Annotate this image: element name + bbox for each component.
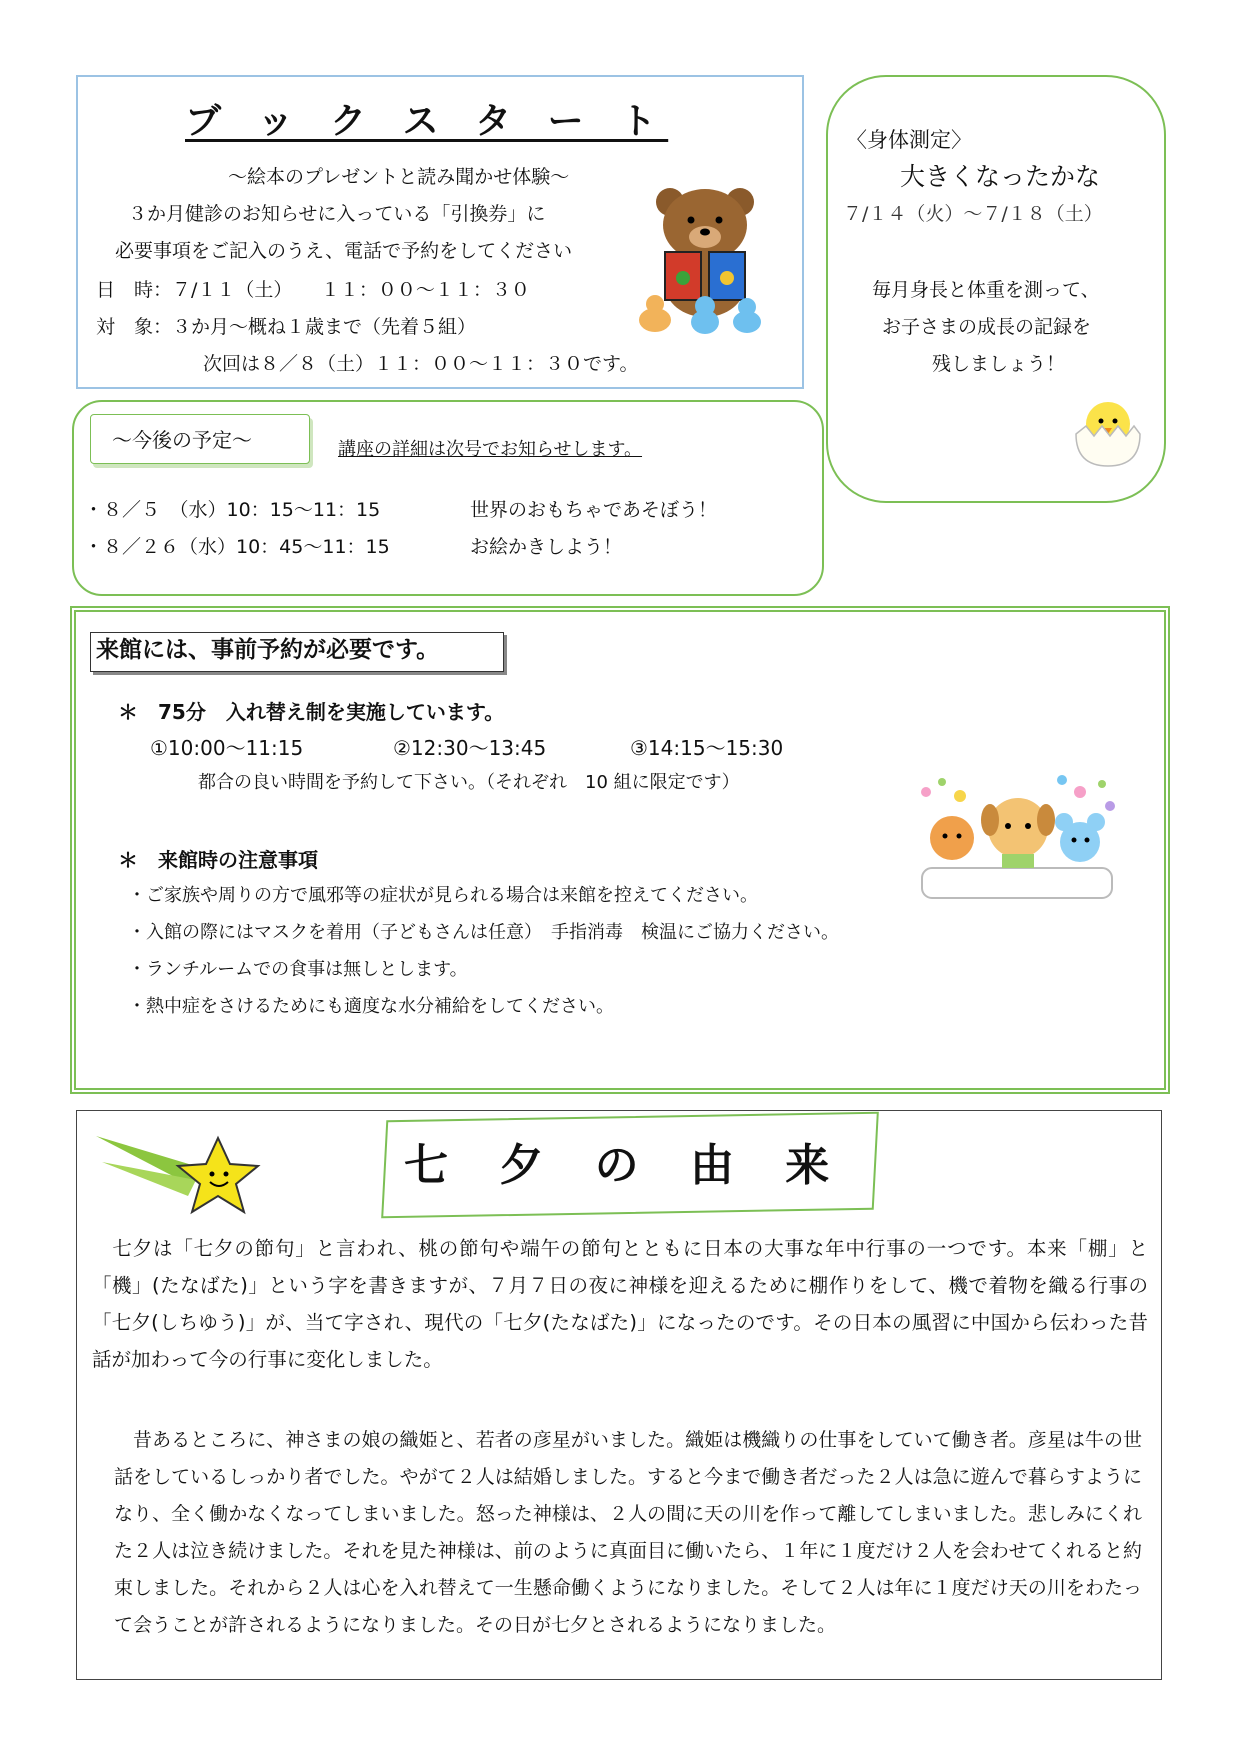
chick-in-egg-illustration — [1068, 392, 1148, 468]
schedule-tag-label: ～今後の予定～ — [112, 428, 252, 452]
notice-item2: ＊ 来館時の注意事項 — [118, 848, 318, 872]
notice-rule: ・ランチルームでの食事は無しとします。 — [128, 959, 468, 980]
notice-rule: ・熱中症をさけるためにも適度な水分補給をしてください。 — [128, 996, 614, 1017]
notice-slot: ②12:30～13:45 — [393, 736, 547, 760]
bear-reading-illustration — [635, 180, 785, 340]
animals-illustration — [912, 770, 1122, 910]
measurement-body3: 残しましょう！ — [932, 353, 1066, 375]
measurement-body2: お子さまの成長の記録を — [882, 316, 1092, 338]
notice-slot: ③14:15～15:30 — [630, 736, 784, 760]
bookstart-target-label: 対 象： — [96, 316, 173, 338]
bookstart-date-value: ７/１１（土） １１：００～１１：３０ — [172, 279, 530, 301]
tanabata-title: 七 夕 の 由 来 — [404, 1140, 848, 1191]
bookstart-subtitle: ～絵本のプレゼントと読み聞かせ体験～ — [228, 166, 570, 188]
notice-item1: ＊ 75分 入れ替え制を実施しています。 — [118, 700, 505, 724]
measurement-title: 大きくなったかな — [900, 162, 1101, 191]
schedule-item-title: 世界のおもちゃであそぼう！ — [470, 499, 718, 521]
schedule-item-title: お絵かきしよう！ — [470, 536, 623, 558]
schedule-note: 講座の詳細は次号でお知らせします。 — [338, 439, 643, 460]
notice-slot: ①10:00～11:15 — [150, 736, 304, 760]
notice-rule: ・入館の際にはマスクを着用（子どもさんは任意） 手指消毒 検温にご協力ください。 — [128, 922, 839, 943]
bookstart-target-value: ３か月～概ね１歳まで（先着５組） — [172, 316, 477, 338]
tanabata-paragraph-2: 昔あるところに、神さまの娘の織姫と、若者の彦星がいました。織姫は機織りの仕事をしていて働き者。彦星は牛の世話をしているしっかり者でした。やがて２人は結婚しました。すると今まで働き者だった２人は急に遊んで暮らすようになり、全く働かなくなってしまいました。怒った神様は、２人の間に天の川を作って離してしまいました。悲しみにくれた２人は泣き続けました。それを見た神様は、前のように真面目に働いたら、１年に１度だけ２人を会わせてくれると約束しました。それから２人は心を入れ替えて一生懸命働くようになりました。そして２人は年に１度だけ天の川をわたって会うことが許されるようになりました。その日が七夕とされるようになりました。 — [114, 1429, 1142, 1636]
schedule-item-date: ・８／５ （水）10：15～11：15 — [84, 499, 381, 521]
tanabata-paragraph-1: 七夕は「七夕の節句」と言われ、桃の節句や端午の節句とともに日本の大事な年中行事の一つです。本来「棚」と「機」(たなばた)」という字を書きますが、７月７日の夜に神様を迎えるために棚作りをして、機で着物を織る行事の「七夕(しちゆう)」が、当て字され、現代の「七夕(たなばた)」になったのです。その日本の風習に中国から伝わった昔話が加わって今の行事に変化しました。 — [92, 1237, 1148, 1371]
measurement-body1: 毎月身長と体重を測って、 — [872, 279, 1100, 301]
schedule-item-date: ・８／２６（水）10：45～11：15 — [84, 536, 390, 558]
notice-slot-note: 都合の良い時間を予約して下さい。（それぞれ 10 組に限定です） — [198, 772, 740, 793]
measurement-heading: 〈身体測定〉 — [846, 128, 972, 152]
notice-rule: ・ご家族や周りの方で風邪等の症状が見られる場合は来館を控えてください。 — [128, 885, 758, 906]
shooting-star-icon — [92, 1128, 272, 1220]
bookstart-next: 次回は８／８（土）１１：００～１１：３０です。 — [203, 353, 639, 375]
measurement-dates: ７/１４（火）～７/１８（土） — [843, 203, 1103, 225]
bookstart-title: ブ ッ ク ス タ ー ト — [185, 100, 669, 142]
bookstart-date-label: 日 時： — [96, 279, 173, 301]
notice-title: 来館には、事前予約が必要です。 — [96, 637, 440, 663]
bookstart-line2: 必要事項をご記入のうえ、電話で予約をしてください — [115, 240, 573, 262]
bookstart-line1: ３か月健診のお知らせに入っている「引換券」に — [128, 203, 546, 225]
